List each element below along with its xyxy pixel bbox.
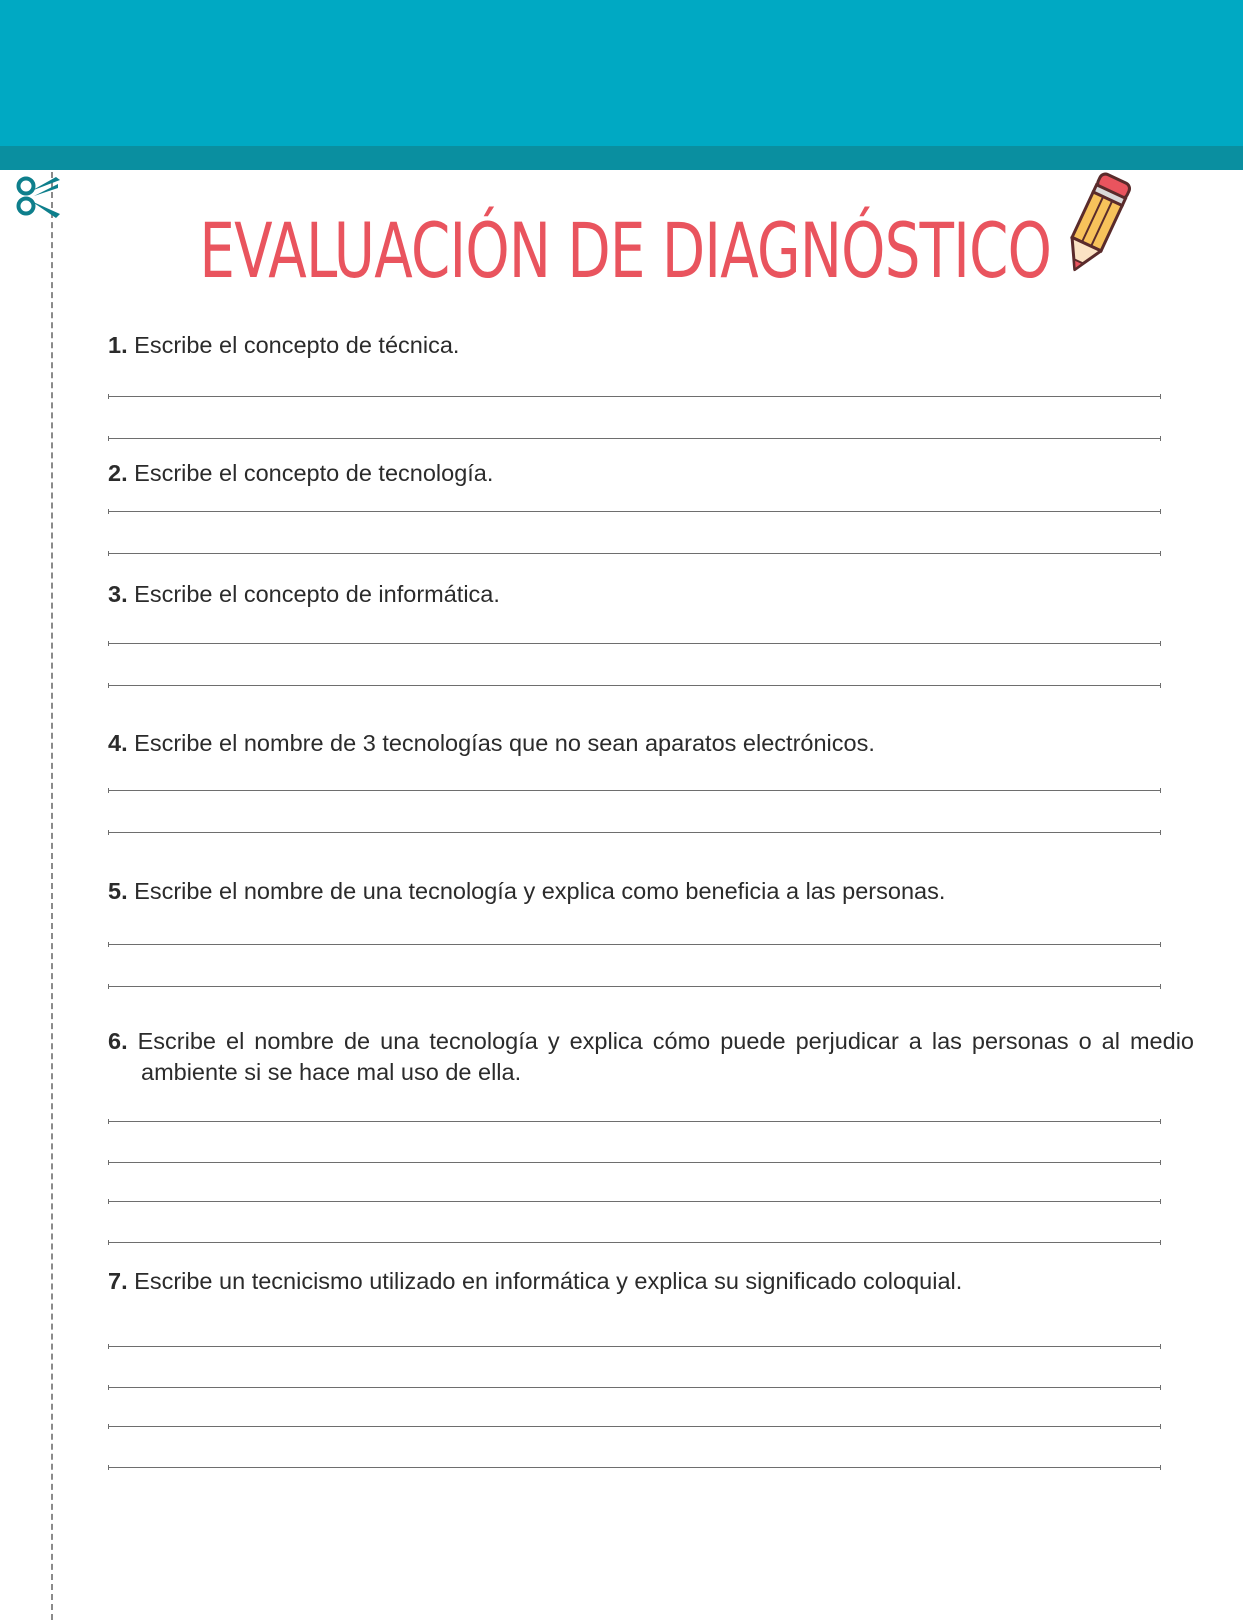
question-text: Escribe un tecnicismo utilizado en informática y explica su significado coloquial. <box>134 1268 963 1294</box>
answer-line[interactable] <box>108 1121 1161 1122</box>
answer-line[interactable] <box>108 438 1161 439</box>
question-number: 3. <box>108 581 128 607</box>
answer-line[interactable] <box>108 1162 1161 1163</box>
question-number: 6. <box>108 1028 128 1054</box>
answer-line[interactable] <box>108 1242 1161 1243</box>
question-number: 7. <box>108 1268 128 1294</box>
question-2 <box>108 458 1161 489</box>
question-text: Escribe el concepto de técnica. <box>134 332 460 358</box>
question-text: Escribe el concepto de tecnología. <box>134 460 494 486</box>
header-band <box>0 0 1243 146</box>
answer-line[interactable] <box>108 986 1161 987</box>
page-title: EVALUACIÓN DE DIAGNÓSTICO <box>199 206 1052 295</box>
question-6 <box>108 1026 1194 1088</box>
scissors-icon <box>14 174 64 220</box>
answer-line[interactable] <box>108 790 1161 791</box>
answer-line[interactable] <box>108 511 1161 512</box>
cut-line <box>51 172 53 1620</box>
answer-line[interactable] <box>108 396 1161 397</box>
question-1 <box>108 330 1161 361</box>
question-text: Escribe el nombre de 3 tecnologías que no sean aparatos electrónicos. <box>134 730 875 756</box>
header-band-stripe <box>0 146 1243 170</box>
pencil-icon <box>1055 168 1135 284</box>
question-text: Escribe el nombre de una tecnología y explica como beneficia a las personas. <box>134 878 946 904</box>
question-text: Escribe el nombre de una tecnología y explica cómo puede perjudicar a las personas o al medio ambiente si se hace mal uso de ella. <box>137 1028 1194 1085</box>
question-4 <box>108 728 1161 759</box>
answer-line[interactable] <box>108 1426 1161 1427</box>
answer-line[interactable] <box>108 1201 1161 1202</box>
question-number: 1. <box>108 332 128 358</box>
question-text: Escribe el concepto de informática. <box>134 581 500 607</box>
answer-line[interactable] <box>108 685 1161 686</box>
answer-line[interactable] <box>108 553 1161 554</box>
question-3 <box>108 579 1161 610</box>
question-5 <box>108 876 1161 907</box>
question-number: 4. <box>108 730 128 756</box>
question-number: 2. <box>108 460 128 486</box>
answer-line[interactable] <box>108 944 1161 945</box>
question-number: 5. <box>108 878 128 904</box>
answer-line[interactable] <box>108 1346 1161 1347</box>
answer-line[interactable] <box>108 832 1161 833</box>
answer-line[interactable] <box>108 643 1161 644</box>
answer-line[interactable] <box>108 1387 1161 1388</box>
question-7 <box>108 1266 1161 1297</box>
answer-line[interactable] <box>108 1467 1161 1468</box>
